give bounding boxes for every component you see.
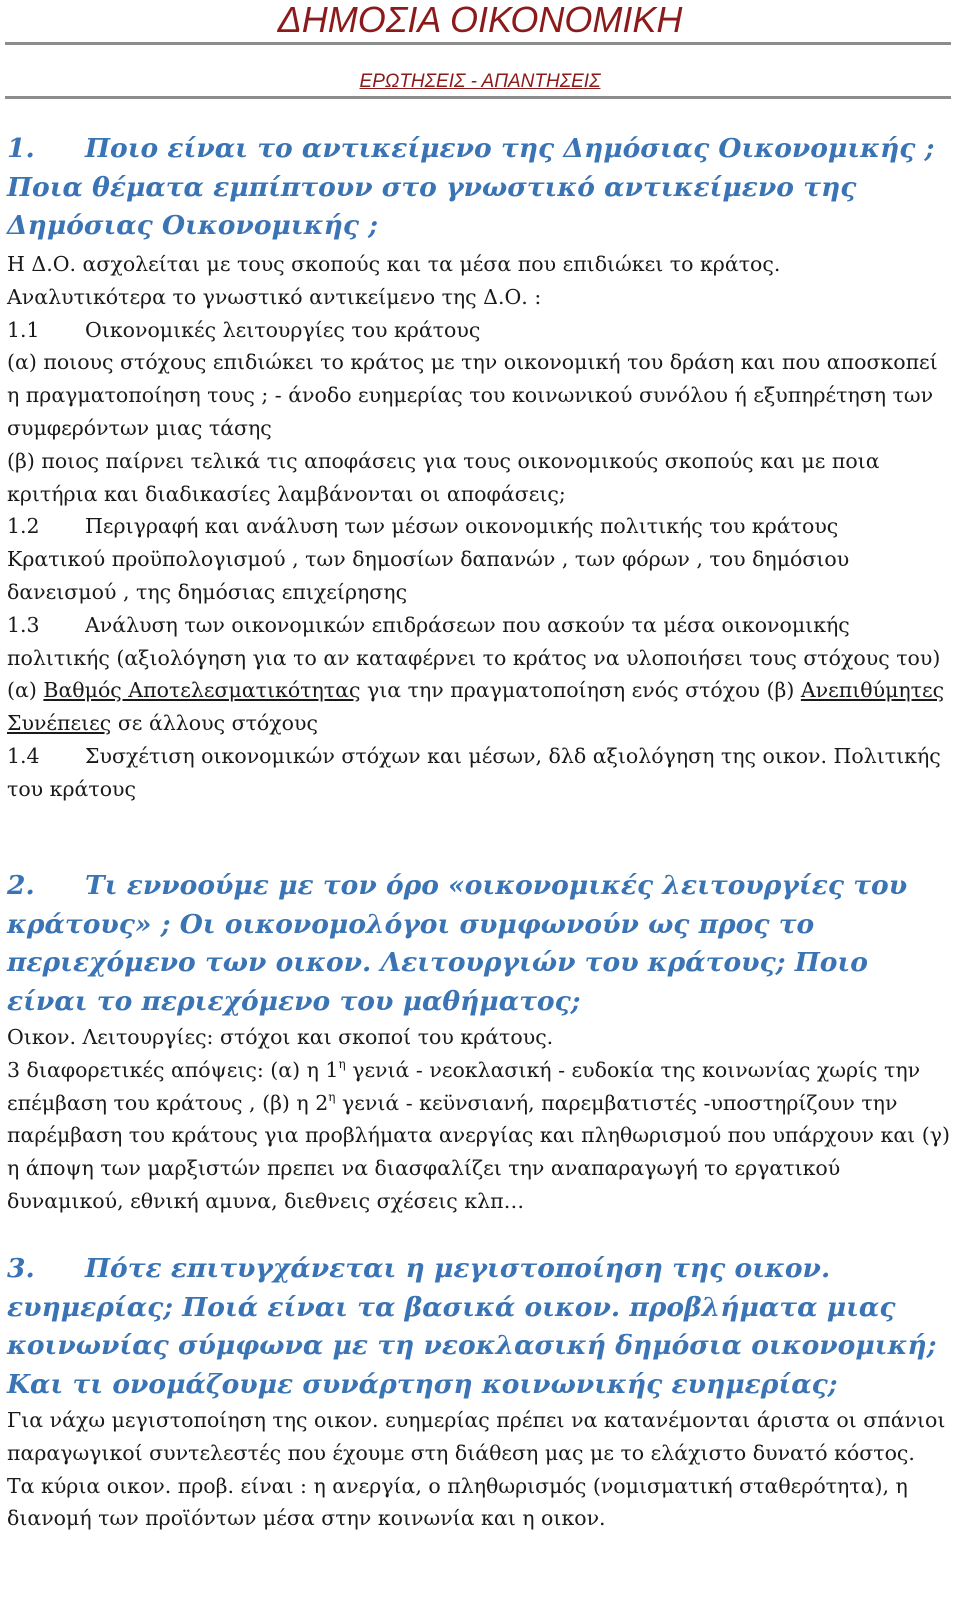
item-1-3-a-rest: για την πραγματοποίηση ενός στόχου (β) — [367, 678, 795, 703]
answer-1-item-1-3-ab — [7, 674, 952, 740]
answer-1-item-1-1 — [7, 314, 952, 347]
question-2-number: 2. — [7, 870, 35, 901]
answer-2-sup-2: η — [328, 1089, 336, 1104]
answer-2-part-3: γενιά - κεϋνσιανή, παρεμβατιστές -υποστηρίζουν την παρέμβαση του κράτους για προβλήματα ανεργίας και πληθωρισμού που υπάρχουν και (γ) η άποψη των μαρξιστών πρεπει να διασφαλίζει την αναπαραγωγή το εργατικού δυναμικού, εθνική αμυνα, διεθνεις σχέσεις κλπ… — [7, 1090, 950, 1213]
answer-2-views — [7, 1054, 952, 1218]
answer-1-item-1-1-a: (α) ποιους στόχους επιδιώκει το κράτος με την οικονομική του δράση και που αποσκοπεί η πραγματοποίηση τους ; - άνοδο ευημερίας του κοινωνικού συνόλου ή εξυπηρέτηση των συμφερόντων μιας τάσης — [7, 350, 938, 440]
item-1-3-b-underlined: Ανεπιθύμητες Συνέπειες — [7, 678, 945, 736]
document-title: ΔΗΜΟΣΙΑ ΟΙΚΟΝΟΜΙΚΗ — [277, 0, 683, 40]
question-3-number: 3. — [7, 1253, 35, 1284]
answer-1-item-1-2-body: Κρατικού προϋπολογισμού , των δημοσίων δαπανών , των φόρων , του δημόσιου δανεισμού , της δημόσιας επιχείρησης — [7, 547, 850, 604]
answer-1-item-1-2 — [7, 510, 952, 543]
answer-1-intro-1: Η Δ.Ο. ασχολείται με τους σκοπούς και τα μέσα που επιδιώκει το κράτος. — [7, 252, 781, 276]
answer-2-sup-1: η — [338, 1056, 346, 1071]
item-1-4-number: 1.4 — [7, 743, 40, 768]
question-3-text: Πότε επιτυγχάνεται η μεγιστοποίηση της οικον. ευημερίας; Ποιά είναι τα βασικά οικον. προβλήματα μιας κοινωνίας σύμφωνα με τη νεοκλασική δημόσια οικονομική; Και τι ονομάζουμε συνάρτηση κοινωνικής ευημερίας; — [7, 1253, 937, 1400]
item-1-2-number: 1.2 — [7, 514, 40, 539]
item-1-3-title: Ανάλυση των οικονομικών επιδράσεων που ασκούν τα μέσα οικονομικής πολιτικής (αξιολόγηση για το αν καταφέρνει το κράτος να υλοποιήσει τους στόχους του) — [7, 612, 941, 670]
item-1-3-b-rest: σε άλλους στόχους — [117, 711, 318, 736]
question-3-heading — [7, 1250, 952, 1404]
answer-1-item-1-4 — [7, 740, 952, 806]
answer-1 — [7, 248, 952, 806]
question-2-heading — [7, 867, 952, 1021]
subtitle-divider — [5, 96, 951, 99]
answer-2-part-1: 3 διαφορετικές απόψεις: (α) η 1 — [7, 1057, 339, 1082]
item-1-3-a-underlined: Βαθμός Αποτελεσματικότητας — [43, 678, 361, 703]
answer-2-line-1: Οικον. Λειτουργίες: στόχοι και σκοποί του κράτους. — [7, 1025, 554, 1049]
question-2-text: Τι εννοούμε με τον όρο «οικονομικές λειτουργίες του κράτους» ; Οι οικονομολόγοι συμφωνούν ως προς το περιεχόμενο των οικον. Λειτουργιών του κράτους; Ποιο είναι το περιεχόμενο του μαθήματος; — [7, 870, 908, 1017]
item-1-1-title: Οικονομικές λειτουργίες του κράτους — [85, 317, 481, 342]
item-1-4-title: Συσχέτιση οικονομικών στόχων και μέσων, δλδ αξιολόγηση της οικον. Πολιτικής του κράτους — [7, 743, 941, 801]
question-1-text: Ποιο είναι το αντικείμενο της Δημόσιας Οικονομικής ; Ποια θέματα εμπίπτουν στο γνωστικό αντικείμενο της Δημόσιας Οικονομικής ; — [7, 133, 935, 241]
question-1-heading — [7, 130, 952, 246]
question-1-number: 1. — [7, 133, 35, 164]
answer-3 — [7, 1404, 952, 1535]
answer-3-para-1: Για νάχω μεγιστοποίηση της οικον. ευημερίας πρέπει να κατανέμονται άριστα οι σπάνιοι παραγωγικοί συντελεστές που έχουμε στη διάθεση μας με το ελάχιστο δυνατό κόστος. — [7, 1408, 946, 1465]
answer-2-part-2: γενιά - νεοκλασική - ευδοκία της κοινωνίας χωρίς την επέμβαση του κράτους , (β) η 2 — [7, 1057, 921, 1115]
answer-3-para-2: Τα κύρια οικον. προβ. είναι : η ανεργία, ο πληθωρισμός (νομισματική σταθερότητα), η διανομή των προϊόντων μέσα στην κοινωνία και η οικον. — [7, 1473, 908, 1531]
title-divider — [5, 42, 951, 45]
item-1-1-number: 1.1 — [7, 317, 40, 342]
document-subtitle: ΕΡΩΤΗΣΕΙΣ - ΑΠΑΝΤΗΣΕΙΣ — [359, 71, 601, 92]
item-1-2-title: Περιγραφή και ανάλυση των μέσων οικονομικής πολιτικής του κράτους — [85, 514, 839, 539]
item-1-3-number: 1.3 — [7, 612, 40, 637]
answer-1-item-1-3 — [7, 609, 952, 675]
answer-2 — [7, 1021, 952, 1218]
item-1-3-a-prefix: (α) — [7, 678, 37, 703]
answer-1-item-1-1-b: (β) ποιος παίρνει τελικά τις αποφάσεις για τους οικονομικούς σκοπούς και με ποια κριτήρια και διαδικασίες λαμβάνονται οι αποφάσεις; — [7, 448, 880, 506]
answer-1-intro-2: Αναλυτικότερα το γνωστικό αντικείμενο της Δ.Ο. : — [7, 284, 542, 309]
